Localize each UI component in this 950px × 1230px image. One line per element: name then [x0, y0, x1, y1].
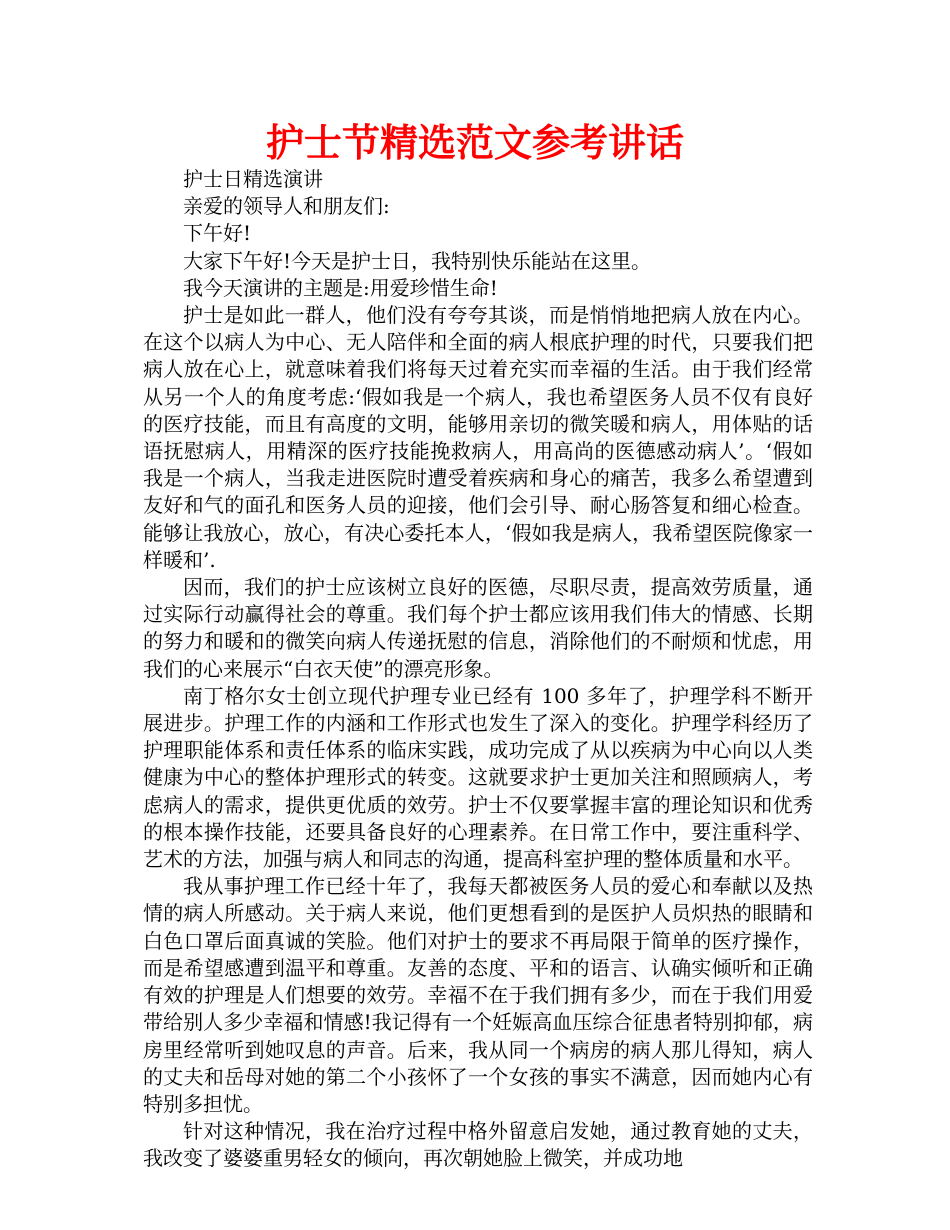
- paragraph-greeting: 下午好!: [183, 221, 252, 246]
- paragraph-body: 护士是如此一群人，他们没有夸夸其谈，而是悄悄地把病人放在内心。在这个以病人为中心、无人陪伴和全面的病人根底护理的时代，只要我们把病人放在心上，就意味着我们将每天过着充实而幸福的生活。由于我们经常从另一个人的角度考虑:‘假如我是一个病人，我也希望医务人员不仅有良好的医疗技能，而且有高度的文明，能够用亲切的微笑暖和病人，用体贴的话语抚慰病人，用精深的医疗技能挽救病人，用高尚的医德感动病人’。‘假如我是一个病人，当我走进医院时遭受着疾病和身心的痛苦，我多么希望遭到友好和气的面孔和医务人员的迎接，他们会引导、耐心肠答复和细心检查。能够让我放心，放心，有决心委托本人，‘假如我是病人，我希望医院像家一样暖和’.: [143, 303, 813, 572]
- paragraph-salutation: 亲爱的领导人和朋友们:: [183, 194, 390, 219]
- document-title: 护士节精选范文参考讲话: [265, 121, 684, 165]
- paragraph-heading: 护士日精选演讲: [183, 167, 323, 191]
- paragraph-body: 我从事护理工作已经十年了，我每天都被医务人员的爱心和奉献以及热情的病人所感动。关于病人来说，他们更想看到的是医护人员炽热的眼睛和白色口罩后面真诚的笑脸。他们对护士的要求不再局限于简单的医疗操作，而是希望感遭到温平和尊重。友善的态度、平和的语言、认确实倾听和正确有效的护理是人们想要的效劳。幸福不在于我们拥有多少，而在于我们用爱带给别人多少幸福和情感!我记得有一个妊娠高血压综合征患者特别抑郁，病房里经常听到她叹息的声音。后来，我从同一个病房的病人那儿得知，病人的丈夫和岳母对她的第二个小孩怀了一个女孩的事实不满意，因而她内心有特别多担忧。: [143, 874, 813, 1116]
- paragraph-opening: 大家下午好!今天是护士日，我特别快乐能站在这里。: [183, 248, 652, 273]
- paragraph-theme: 我今天演讲的主题是:用爱珍惜生命!: [183, 275, 498, 300]
- paragraph-body: 针对这种情况，我在治疗过程中格外留意启发她，通过教育她的丈夫，我改变了婆婆重男轻女的倾向，再次朝她脸上微笑，并成功地: [143, 1119, 813, 1171]
- document-body: [143, 166, 813, 1173]
- paragraph-body: 南丁格尔女士创立现代护理专业已经有 100 多年了，护理学科不断开展进步。护理工作的内涵和工作形式也发生了深入的变化。护理学科经历了护理职能体系和责任体系的临床实践，成功完成了从以疾病为中心向以人类健康为中心的整体护理形式的转变。这就要求护士更加关注和照顾病人，考虑病人的需求，提供更优质的效劳。护士不仅要掌握丰富的理论知识和优秀的根本操作技能，还要具备良好的心理素养。在日常工作中，要注重科学、艺术的方法，加强与病人和同志的沟通，提高科室护理的整体质量和水平。: [143, 683, 813, 872]
- paragraph-body: 因而，我们的护士应该树立良好的医德，尽职尽责，提高效劳质量，通过实际行动赢得社会的尊重。我们每个护士都应该用我们伟大的情感、长期的努力和暖和的微笑向病人传递抚慰的信息，消除他们的不耐烦和忧虑，用我们的心来展示“白衣天使”的漂亮形象。: [143, 575, 813, 681]
